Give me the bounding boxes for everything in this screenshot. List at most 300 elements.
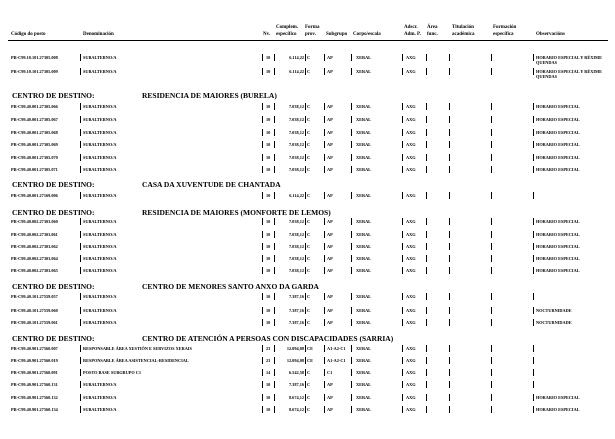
column-divider <box>402 381 403 388</box>
column-divider <box>80 381 81 388</box>
column-divider <box>80 345 81 352</box>
table-row <box>0 358 615 366</box>
column-divider <box>274 154 275 161</box>
column-divider <box>491 293 492 300</box>
table-row <box>0 69 615 77</box>
column-divider <box>426 54 427 61</box>
section-label: CENTRO DE DESTINO: <box>12 91 95 100</box>
cell-observacions: HORARIO ESPECIAL <box>536 167 580 172</box>
column-divider <box>533 129 534 136</box>
cell-nivel: 10 <box>266 55 271 60</box>
column-divider <box>533 116 534 123</box>
cell-corpo: XERAL <box>356 294 372 299</box>
cell-denominacion: SUBALTERNO/A <box>83 142 117 147</box>
table-row <box>0 155 615 163</box>
column-divider <box>402 319 403 326</box>
column-divider <box>491 54 492 61</box>
column-divider <box>449 319 450 326</box>
cell-nivel: 10 <box>266 193 271 198</box>
cell-forma: C <box>307 130 311 135</box>
section-label: CENTRO DE DESTINO: <box>12 208 95 217</box>
cell-subgrupo: AP <box>327 256 333 261</box>
column-divider <box>351 267 352 274</box>
header-complemento-1: Complem. <box>276 25 299 30</box>
cell-codigo: PR-C99.40.001.27305.071 <box>11 167 58 172</box>
column-divider <box>262 293 263 300</box>
table-row <box>0 193 615 201</box>
column-divider <box>449 307 450 314</box>
column-divider <box>402 129 403 136</box>
column-divider <box>449 68 450 75</box>
column-divider <box>402 293 403 300</box>
column-divider <box>274 307 275 314</box>
column-divider <box>80 129 81 136</box>
column-divider <box>305 267 306 274</box>
cell-complemento: 7.387,16 <box>288 320 304 325</box>
column-divider <box>426 129 427 136</box>
cell-complemento: 12.094,08 <box>286 346 304 351</box>
column-divider <box>274 231 275 238</box>
table-row <box>0 320 615 328</box>
column-divider <box>274 129 275 136</box>
table-row <box>0 219 615 227</box>
header-observacions: Observacións <box>536 32 565 37</box>
column-divider <box>351 103 352 110</box>
section-title: RESIDENCIA DE MAIORES (BURELA) <box>142 91 277 100</box>
column-divider <box>491 381 492 388</box>
column-divider <box>305 141 306 148</box>
column-divider <box>324 293 325 300</box>
column-divider <box>491 68 492 75</box>
column-divider <box>262 255 263 262</box>
column-divider <box>80 357 81 364</box>
table-row <box>0 244 615 252</box>
cell-nivel: 14 <box>266 370 271 375</box>
header-nivel: Nv. <box>263 32 271 37</box>
column-divider <box>426 243 427 250</box>
cell-subgrupo: AP <box>327 55 333 60</box>
cell-complemento: 7.038,12 <box>288 130 304 135</box>
cell-adscripcion: AXG <box>406 55 416 60</box>
cell-observacions: NOCTURNIDADE <box>536 308 572 313</box>
column-divider <box>449 154 450 161</box>
column-divider <box>305 116 306 123</box>
header-corpo: Corpo/escala <box>353 32 381 37</box>
column-divider <box>351 307 352 314</box>
column-divider <box>402 394 403 401</box>
cell-corpo: XERAL <box>356 142 372 147</box>
column-divider <box>533 231 534 238</box>
cell-adscripcion: AXG <box>406 395 416 400</box>
header-titulacion-1: Titulación <box>452 25 474 30</box>
cell-subgrupo: AP <box>327 155 333 160</box>
cell-adscripcion: AXG <box>406 308 416 313</box>
cell-denominacion: SUBALTERNO/A <box>83 193 117 198</box>
column-divider <box>80 307 81 314</box>
cell-adscripcion: AXG <box>406 346 416 351</box>
cell-denominacion: SUBALTERNO/A <box>83 268 117 273</box>
column-divider <box>262 231 263 238</box>
cell-denominacion: SUBALTERNO/A <box>83 256 117 261</box>
cell-observacions: NOCTURNIDADE <box>536 320 572 325</box>
cell-nivel: 10 <box>266 130 271 135</box>
cell-corpo: XERAL <box>356 382 372 387</box>
column-divider <box>491 243 492 250</box>
cell-denominacion: SUBALTERNO/A <box>83 219 117 224</box>
column-divider <box>426 293 427 300</box>
column-divider <box>262 141 263 148</box>
column-divider <box>274 166 275 173</box>
column-divider <box>449 231 450 238</box>
cell-codigo: PR-C99.40.001.27305.068 <box>11 130 58 135</box>
column-divider <box>262 394 263 401</box>
column-divider <box>305 394 306 401</box>
cell-codigo: PR-C99.40.101.27559.057 <box>11 294 58 299</box>
cell-corpo: XERAL <box>356 395 372 400</box>
section-label: CENTRO DE DESTINO: <box>12 334 95 343</box>
column-divider <box>491 192 492 199</box>
column-divider <box>274 369 275 376</box>
column-divider <box>533 293 534 300</box>
column-divider <box>402 192 403 199</box>
column-divider <box>305 68 306 75</box>
cell-nivel: 10 <box>266 104 271 109</box>
section-heading <box>12 334 394 343</box>
cell-adscripcion: AXG <box>406 370 416 375</box>
column-divider <box>305 307 306 314</box>
header-adscripcion-2: Adm. P. <box>404 32 421 37</box>
column-divider <box>533 154 534 161</box>
cell-subgrupo: AP <box>327 308 333 313</box>
column-divider <box>351 406 352 413</box>
cell-observacions: HORARIO ESPECIAL <box>536 268 580 273</box>
column-divider <box>274 345 275 352</box>
column-divider <box>533 267 534 274</box>
column-divider <box>305 243 306 250</box>
column-divider <box>426 68 427 75</box>
cell-forma: C <box>307 155 311 160</box>
section-heading <box>12 208 331 217</box>
cell-complemento: 7.038,12 <box>288 155 304 160</box>
cell-observacions: HORARIO ESPECIAL <box>536 117 580 122</box>
column-divider <box>274 68 275 75</box>
cell-codigo: PR-C99.40.001.27305.069 <box>11 142 58 147</box>
column-divider <box>262 243 263 250</box>
cell-subgrupo: AP <box>327 167 333 172</box>
cell-adscripcion: AXG <box>406 219 416 224</box>
column-divider <box>426 357 427 364</box>
cell-adscripcion: AXG <box>406 382 416 387</box>
cell-adscripcion: AXG <box>406 268 416 273</box>
column-divider <box>324 307 325 314</box>
column-divider <box>491 103 492 110</box>
column-divider <box>533 103 534 110</box>
cell-nivel: 10 <box>266 382 271 387</box>
column-divider <box>533 381 534 388</box>
cell-subgrupo: AP <box>327 244 333 249</box>
column-divider <box>426 394 427 401</box>
cell-nivel: 10 <box>266 219 271 224</box>
cell-subgrupo: AP <box>327 407 333 412</box>
column-divider <box>262 68 263 75</box>
cell-nivel: 10 <box>266 308 271 313</box>
section-label: CENTRO DE DESTINO: <box>12 180 95 189</box>
cell-observacions: HORARIO ESPECIAL <box>536 232 580 237</box>
cell-subgrupo: AP <box>327 104 333 109</box>
column-divider <box>80 243 81 250</box>
cell-codigo: PR-C99.10.101.27305.008 <box>11 55 58 60</box>
column-divider <box>449 255 450 262</box>
cell-corpo: XERAL <box>356 104 372 109</box>
cell-corpo: XERAL <box>356 117 372 122</box>
column-divider <box>426 218 427 225</box>
column-divider <box>274 381 275 388</box>
cell-observacions: HORARIO ESPECIAL Y RÉXIME QUENDAS <box>536 69 602 79</box>
column-divider <box>80 154 81 161</box>
cell-subgrupo: AP <box>327 219 333 224</box>
table-row <box>0 395 615 403</box>
cell-forma: C <box>307 370 311 375</box>
column-divider <box>402 243 403 250</box>
column-divider <box>426 166 427 173</box>
cell-adscripcion: AXG <box>406 104 416 109</box>
cell-adscripcion: AXG <box>406 358 416 363</box>
column-divider <box>305 166 306 173</box>
header-denominacion: Denominación <box>83 32 114 37</box>
column-divider <box>324 406 325 413</box>
cell-complemento: 6.114,22 <box>289 193 304 198</box>
column-divider <box>262 319 263 326</box>
column-divider <box>426 141 427 148</box>
cell-corpo: XERAL <box>356 320 372 325</box>
cell-codigo: PR-C99.40.901.27560.007 <box>11 346 58 351</box>
column-divider <box>449 103 450 110</box>
cell-forma: C <box>307 232 311 237</box>
column-divider <box>262 103 263 110</box>
cell-observacions: HORARIO ESPECIAL <box>536 219 580 224</box>
column-divider <box>449 243 450 250</box>
column-divider <box>426 406 427 413</box>
column-divider <box>262 218 263 225</box>
column-divider <box>402 255 403 262</box>
header-adscripcion-1: Adscr. <box>404 25 418 30</box>
column-divider <box>274 116 275 123</box>
cell-codigo: PR-C99.40.901.27560.134 <box>11 407 58 412</box>
cell-complemento: 7.038,12 <box>288 167 304 172</box>
cell-corpo: XERAL <box>356 155 372 160</box>
column-divider <box>324 54 325 61</box>
cell-complemento: 6.542,58 <box>288 370 304 375</box>
column-divider <box>274 357 275 364</box>
column-divider <box>262 357 263 364</box>
cell-forma: C <box>307 308 311 313</box>
column-divider <box>491 267 492 274</box>
column-divider <box>80 369 81 376</box>
column-divider <box>324 103 325 110</box>
column-divider <box>351 357 352 364</box>
cell-forma: C <box>307 55 311 60</box>
cell-denominacion: SUBALTERNO/A <box>83 155 117 160</box>
column-divider <box>426 319 427 326</box>
column-divider <box>533 68 534 75</box>
cell-subgrupo: AP <box>327 395 333 400</box>
header-rule <box>8 40 608 41</box>
cell-forma: C <box>307 382 311 387</box>
table-row <box>0 130 615 138</box>
cell-adscripcion: AXG <box>406 256 416 261</box>
column-divider <box>533 141 534 148</box>
table-row <box>0 294 615 302</box>
cell-adscripcion: AXG <box>406 130 416 135</box>
cell-adscripcion: AXG <box>406 155 416 160</box>
column-divider <box>449 218 450 225</box>
cell-adscripcion: AXG <box>406 167 416 172</box>
column-divider <box>351 381 352 388</box>
cell-complemento: 7.038,12 <box>288 244 304 249</box>
cell-denominacion: SUBALTERNO/A <box>83 117 117 122</box>
table-row <box>0 308 615 316</box>
column-divider <box>324 68 325 75</box>
column-divider <box>274 218 275 225</box>
column-divider <box>449 129 450 136</box>
cell-denominacion: SUBALTERNO/A <box>83 407 117 412</box>
column-divider <box>402 406 403 413</box>
column-divider <box>274 54 275 61</box>
cell-forma: C <box>307 407 311 412</box>
column-divider <box>351 293 352 300</box>
cell-codigo: PR-C99.40.002.27303.060 <box>11 219 58 224</box>
column-divider <box>491 369 492 376</box>
column-divider <box>491 319 492 326</box>
cell-subgrupo: A1-A2-C1 <box>327 358 346 363</box>
cell-corpo: XERAL <box>356 346 372 351</box>
cell-codigo: PR-C99.40.901.27560.019 <box>11 358 58 363</box>
cell-adscripcion: AXG <box>406 320 416 325</box>
cell-denominacion: RESPONSABLE ÁREA ASISTENCIAL-RESIDENCIAL <box>83 358 189 363</box>
column-divider <box>351 255 352 262</box>
cell-complemento: 7.038,12 <box>288 117 304 122</box>
column-divider <box>262 307 263 314</box>
column-divider <box>80 218 81 225</box>
table-row <box>0 167 615 175</box>
column-divider <box>80 267 81 274</box>
cell-denominacion: SUBALTERNO/A <box>83 232 117 237</box>
column-divider <box>491 394 492 401</box>
column-divider <box>402 369 403 376</box>
column-divider <box>262 406 263 413</box>
column-divider <box>324 267 325 274</box>
column-divider <box>324 369 325 376</box>
cell-observacions: HORARIO ESPECIAL <box>536 244 580 249</box>
column-divider <box>449 381 450 388</box>
cell-subgrupo: C1 <box>327 370 333 375</box>
column-divider <box>449 394 450 401</box>
column-divider <box>426 369 427 376</box>
column-divider <box>426 307 427 314</box>
column-divider <box>324 357 325 364</box>
section-title: CENTRO DE MENORES SANTO ANXO DA GARDA <box>142 282 319 291</box>
cell-nivel: 23 <box>266 346 271 351</box>
column-divider <box>491 154 492 161</box>
column-divider <box>305 54 306 61</box>
cell-denominacion: SUBALTERNO/A <box>83 382 117 387</box>
table-row <box>0 142 615 150</box>
cell-codigo: PR-C99.40.901.27560.091 <box>11 370 58 375</box>
column-divider <box>449 345 450 352</box>
column-divider <box>491 218 492 225</box>
column-divider <box>324 192 325 199</box>
column-divider <box>533 345 534 352</box>
header-formacion-2: específica <box>493 32 514 37</box>
column-divider <box>324 243 325 250</box>
column-divider <box>324 381 325 388</box>
column-divider <box>449 116 450 123</box>
cell-codigo: PR-C99.10.101.27305.009 <box>11 69 58 74</box>
cell-complemento: 6.114,22 <box>289 69 304 74</box>
cell-nivel: 10 <box>266 320 271 325</box>
cell-subgrupo: AP <box>327 193 333 198</box>
column-divider <box>262 381 263 388</box>
column-divider <box>274 267 275 274</box>
cell-observacions: HORARIO ESPECIAL Y RÉXIME QUENDAS <box>536 55 602 65</box>
cell-forma: C <box>307 268 311 273</box>
cell-denominacion: SUBALTERNO/A <box>83 320 117 325</box>
cell-denominacion: SUBALTERNO/A <box>83 130 117 135</box>
column-divider <box>533 255 534 262</box>
cell-adscripcion: AXG <box>406 193 416 198</box>
cell-subgrupo: AP <box>327 268 333 273</box>
cell-subgrupo: AP <box>327 294 333 299</box>
column-divider <box>351 141 352 148</box>
column-divider <box>324 231 325 238</box>
column-divider <box>449 369 450 376</box>
column-divider <box>80 192 81 199</box>
cell-adscripcion: AXG <box>406 69 416 74</box>
cell-nivel: 23 <box>266 358 271 363</box>
column-divider <box>533 406 534 413</box>
cell-codigo: PR-C99.40.101.27559.060 <box>11 308 58 313</box>
cell-complemento: 8.674,12 <box>288 395 304 400</box>
column-divider <box>80 54 81 61</box>
column-divider <box>491 166 492 173</box>
column-divider <box>262 129 263 136</box>
cell-denominacion: POSTO BASE SUBGRUPO C1 <box>83 370 142 375</box>
table-row <box>0 268 615 276</box>
column-divider <box>80 406 81 413</box>
column-divider <box>449 54 450 61</box>
header-codigo: Código do posto <box>11 32 46 37</box>
cell-subgrupo: AP <box>327 142 333 147</box>
column-divider <box>533 357 534 364</box>
cell-complemento: 7.038,12 <box>288 142 304 147</box>
column-divider <box>351 394 352 401</box>
table-row <box>0 117 615 125</box>
column-divider <box>305 231 306 238</box>
column-divider <box>351 243 352 250</box>
column-divider <box>491 129 492 136</box>
section-title: RESIDENCIA DE MAIORES (MONFORTE DE LEMOS) <box>142 208 331 217</box>
section-label: CENTRO DE DESTINO: <box>12 282 95 291</box>
column-divider <box>426 345 427 352</box>
cell-forma: C <box>307 193 311 198</box>
column-divider <box>274 103 275 110</box>
column-divider <box>262 369 263 376</box>
cell-corpo: XERAL <box>356 69 372 74</box>
cell-forma: C <box>307 104 311 109</box>
column-divider <box>262 267 263 274</box>
header-area-2: func. <box>427 32 438 37</box>
cell-subgrupo: AP <box>327 382 333 387</box>
